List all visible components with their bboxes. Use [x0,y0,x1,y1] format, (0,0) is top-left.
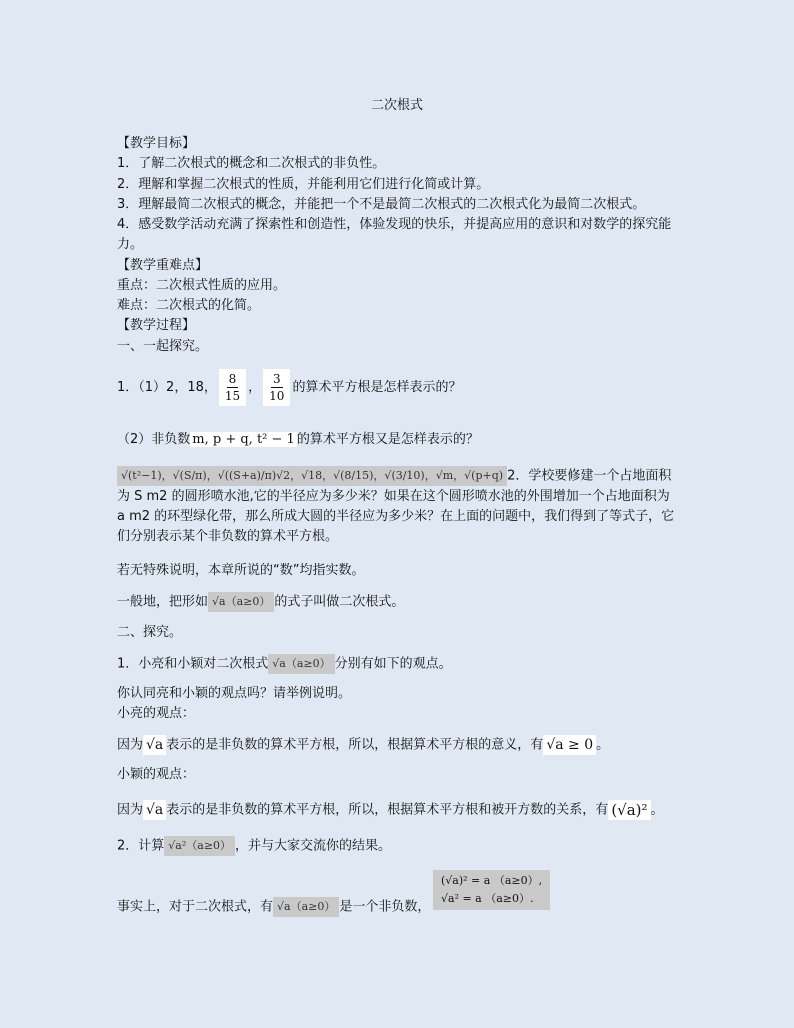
formula-image: √a（a≥0） [273,897,339,917]
liang-viewpoint [117,735,609,756]
viewpoint-text: 表示的是非负数的算术平方根，所以，根据算术平方根和被开方数的关系，有 [166,802,609,818]
note-real-numbers: 若无特殊说明，本章所说的“数”均指实数。 [117,563,365,578]
equation-line: √a² = a （a≥0）. [441,892,534,905]
formula: m, p + q, t² − 1 [192,432,295,447]
ying-heading: 小颖的观点： [117,767,196,782]
conclusion-text: 是一个非负数， [339,899,431,915]
exercise-1 [117,654,452,675]
separator: ， [248,380,262,395]
fraction-denominator: 15 [224,389,241,403]
question-text: 的算术平方根是怎样表示的？ [292,380,462,395]
viewpoint-text: 。 [596,737,610,753]
definition-text: 一般地，把形如 [117,594,209,610]
viewpoint-text: 。 [650,802,664,818]
equations-image [433,870,550,910]
question-3 [117,466,679,547]
page-title: 二次根式 [370,98,423,113]
viewpoint-text: 表示的是非负数的算术平方根，所以，根据算术平方根的意义，有 [166,737,544,753]
roots-formula-image: √(t²−1)，√(S/π)，√((S+a)/π)√2，√18，√(8/15)，√(3/10)，√m，√(p+q) [117,466,507,486]
question-text: 2．学校要修建一个占地面积为 S m2 的圆形喷水池,它的半径应为多少米？如果在这个圆形喷水池的外围增加一个占地面积为 a m2 的环型绿化带，那么所成大圆的半径应为多少米？在上面的问题中，我们得到了等式子，它们分别表示某个非负数的算术平方根。 [117,468,675,544]
question-1 [117,368,461,408]
fraction-numerator: 8 [228,372,237,386]
keypoints-heading: 【教学重难点】 [117,258,209,273]
goal-item: 1．了解二次根式的概念和二次根式的非负性。 [117,156,386,171]
key-point: 重点：二次根式性质的应用。 [117,278,287,293]
formula-image: √a（a≥0） [208,592,274,612]
question-text: （2）非负数 [117,432,191,447]
question-2 [117,430,479,450]
liang-heading: 小亮的观点： [117,706,196,721]
fraction [219,369,246,406]
fraction [263,369,290,406]
conclusion [117,897,430,918]
fraction-denominator: 10 [269,389,285,403]
ying-viewpoint [117,800,664,821]
goal-item: 4．感受数学活动充满了探索性和创造性，体验发现的快乐，并提高应用的意识和对数学的探究能力。 [117,217,672,252]
conclusion-text: 事实上，对于二次根式，有 [117,899,274,915]
exercise-text: 1．小亮和小颖对二次根式 [117,656,269,672]
question-text: 的算术平方根又是怎样表示的？ [296,432,479,447]
difficulty: 难点：二次根式的化简。 [117,298,261,313]
goals-heading: 【教学目标】 [117,136,196,151]
exercise-text: 2．计算 [117,838,165,854]
equation-line: (√a)² = a （a≥0）, [441,874,543,887]
fraction-numerator: 3 [272,372,281,386]
sqrt-a-formula: √a [143,735,166,755]
definition [117,592,404,613]
result-formula: (√a)² [608,800,650,820]
formula-image: √a（a≥0） [268,654,334,674]
exercise-text: ，并与大家交流你的结果。 [235,838,392,854]
process-heading: 【教学过程】 [117,318,196,333]
exercise-2 [117,836,391,857]
section-heading: 一、一起探究。 [117,339,209,354]
ask-agree: 你认同亮和小颖的观点吗？请举例说明。 [117,686,352,701]
exercise-text: 分别有如下的观点。 [334,656,452,672]
sqrt-a-formula: √a [143,800,166,820]
section-heading: 二、探究。 [117,625,183,640]
viewpoint-text: 因为 [117,802,144,818]
result-formula: √a ≥ 0 [543,735,596,755]
goal-item: 2．理解和掌握二次根式的性质，并能利用它们进行化简或计算。 [117,177,490,192]
question-text: 1．（1）2，18， [117,380,217,395]
formula-image: √a²（a≥0） [164,836,235,856]
definition-text: 的式子叫做二次根式。 [274,594,405,610]
goal-item: 3．理解最简二次根式的概念，并能把一个不是最简二次根式的二次根式化为最简二次根式。 [117,197,646,212]
viewpoint-text: 因为 [117,737,144,753]
